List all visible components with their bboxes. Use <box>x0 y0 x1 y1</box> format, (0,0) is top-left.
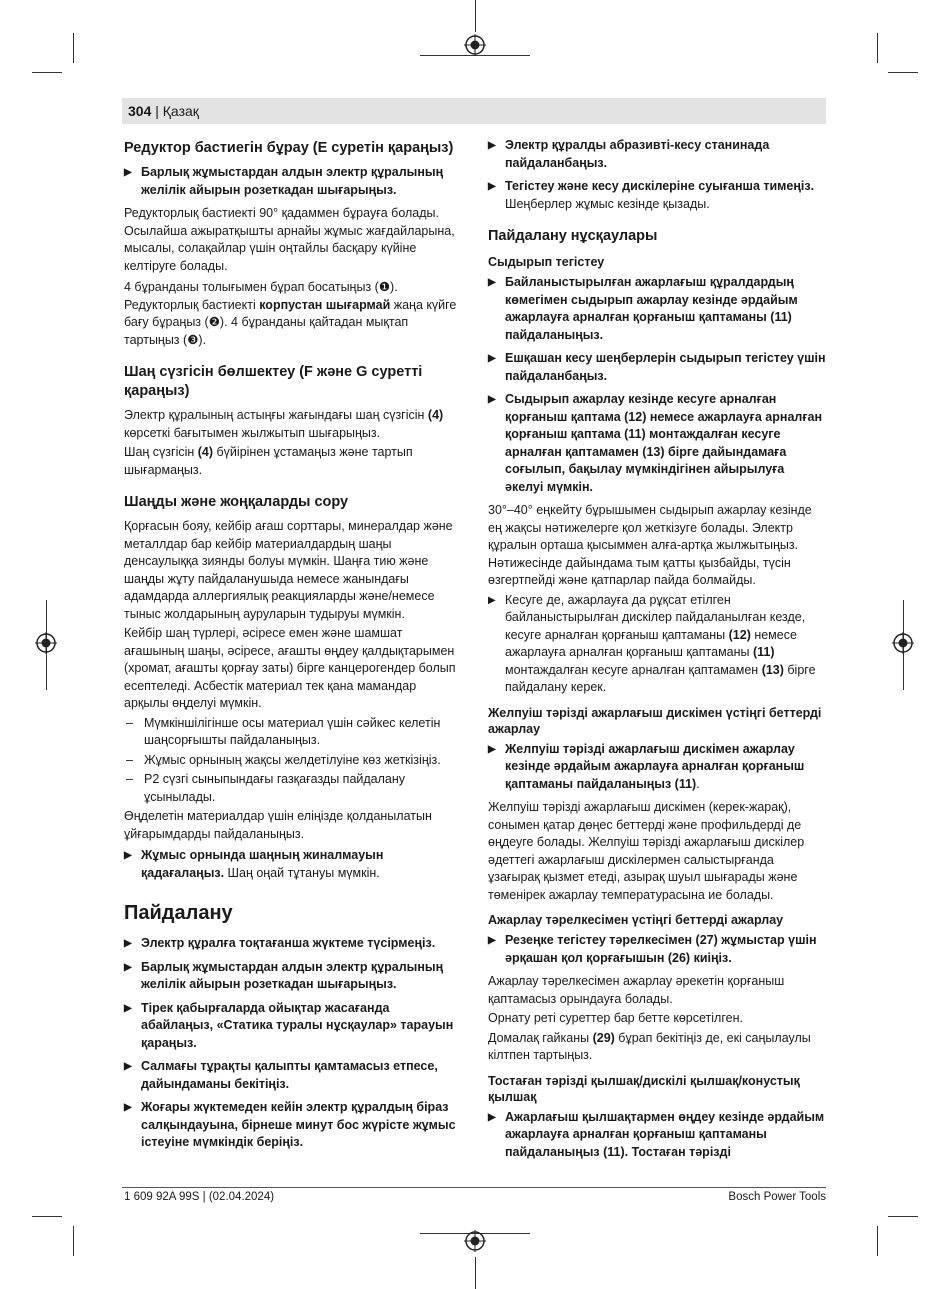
subsection-heading: Сыдырып тегістеу <box>488 255 605 269</box>
warning-item: ▶ Жоғары жүктемеден кейін электр құралдың біраз салқындауына, бірнеше минут бос жүрісте жұмыс істеуіне мүмкіндік беріңіз. <box>124 1100 456 1149</box>
crop-mark <box>475 0 476 32</box>
crop-mark <box>32 1216 62 1217</box>
dash-item: – Мүмкіншілігінше осы материал үшін сәйкес келетін шаңсорғышты пайдаланыңыз. <box>126 715 441 747</box>
arrow-right-icon: ▶ <box>488 594 496 606</box>
warning-item: ▶ Салмағы тұрақты қалыпты қамтамасыз етпесе, дайындаманы бекітіңіз. <box>124 1059 438 1091</box>
warning-item: ▶ Тегістеу және кесу дискілеріне суығанша тимеңіз. Шеңберлер жұмыс кезінде қызады. <box>488 179 815 211</box>
arrow-right-icon: ▶ <box>488 140 496 151</box>
paragraph: Орнату реті суреттер бар бетте көрсетілген. <box>488 1011 743 1025</box>
subsection-heading: Ажарлау тәрелкесімен үстіңгі беттерді ажарлау <box>488 913 784 927</box>
registration-target-icon <box>35 632 57 654</box>
crop-mark <box>73 1226 74 1256</box>
arrow-right-icon: ▶ <box>124 850 132 861</box>
warning-item: ▶ Барлық жұмыстардан алдын электр құралының желілік айырын розеткадан шығарыңыз. <box>124 959 444 991</box>
arrow-right-icon: ▶ <box>488 353 496 364</box>
header-separator: | <box>155 103 159 119</box>
header-bar <box>122 98 826 124</box>
footer-rule <box>122 1187 826 1188</box>
page-number: 304 <box>128 103 152 119</box>
arrow-right-icon: ▶ <box>488 181 496 192</box>
registration-target-icon <box>464 34 486 56</box>
arrow-right-icon: ▶ <box>488 1111 496 1123</box>
paragraph: 4 бұранданы толығымен бұрап босатыңыз (❶). Редукторлық бастиекті корпустан шығармай жаңа күйге бағу бұраңыз (❷). 4 бұранданы қайтадан мықтап тартыңыз (❸). <box>124 280 457 347</box>
warning-item: ▶ Барлық жұмыстардан алдын электр құралының желілік айырын розеткадан шығарыңыз. <box>124 165 444 197</box>
paragraph: Редукторлық бастиекті 90° қадаммен бұрауға болады. Осылайша ажыратқышты арнайы жұмыс жағдайларына, мысалы, солақайлар үшін оңтайлы басқару күйіне келтіруге болады. <box>124 206 455 273</box>
warning-item: ▶ Электр құралды абразивті-кесу станинада пайдаланбаңыз. <box>488 138 770 170</box>
warning-item: ▶ Электр құралға тоқтағанша жүктеме түсірмеңіз. <box>124 935 464 953</box>
step-number-2: ❷ <box>208 315 220 329</box>
arrow-right-icon: ▶ <box>124 938 132 949</box>
arrow-right-icon: ▶ <box>124 1002 132 1014</box>
registration-target-icon <box>464 1230 486 1252</box>
arrow-right-icon: ▶ <box>124 1061 132 1072</box>
registration-target-icon <box>892 632 914 654</box>
page-header <box>128 103 199 119</box>
paragraph: Шаң сүзгісін (4) бүйірінен ұстамаңыз және тартып шығармаңыз. <box>124 445 413 477</box>
warning-item: ▶ Байланыстырылған ажарлағыш құралдардың көмегімен сыдырып ажарлау кезінде әрдайым ажарлауға арналған қорғаныш қаптаманы (11) пайдаланыңыз. <box>488 275 798 342</box>
paragraph: Домалақ гайканы (29) бұрап бекітіңіз де, екі саңылаулы кілтпен тартыңыз. <box>488 1030 811 1062</box>
arrow-right-icon: ▶ <box>488 935 496 946</box>
warning-item: ▶ Желпуіш тәрізді ажарлағыш дискімен ажарлау кезінде әрдайым ажарлауға арналған қорғаныш қаптаманы пайдаланыңыз (11). <box>488 741 805 791</box>
crop-mark <box>475 1257 476 1289</box>
crop-mark <box>877 1226 878 1256</box>
subsection-heading: Тостаған тәрізді қылшақ/дискілі қылшақ/конустық қылшақ <box>488 1073 800 1104</box>
subsection-heading: Желпуіш тәрізді ажарлағыш дискімен үстіңгі беттерді ажарлау <box>488 705 822 736</box>
step-number-3: ❸ <box>187 332 199 347</box>
arrow-right-icon: ▶ <box>488 394 496 405</box>
warning-item: ▶ Ажарлағыш қылшақтармен өңдеу кезінде әрдайым ажарлауға арналған қорғаныш қаптаманы пайдаланыңыз (11). Тостаған тәрізді <box>488 1109 825 1159</box>
paragraph: Желпуіш тәрізді ажарлағыш дискімен (керек-жарақ), сонымен қатар дөңес беттерді және профильдерді де өңдеуге болады. Желпуіш тәрізді ажарлағыш дискілер әдеттегі ажарлағыш дискілермен салыстырғанда ұзағырақ қызмет етеді, азырақ шуыл шығарады және төменірек ажарлау температурасына ие болады. <box>488 800 805 902</box>
chapter-heading: Пайдалану <box>124 902 233 924</box>
step-number-1: ❶ <box>378 280 391 294</box>
paragraph: Кейбір шаң түрлері, әсіресе емен және шамшат ағашының шаңы, әсіресе, ағашты өңдеу қалдықтарымен (хромат, ағашты қорғау заты) бірге канцерогендер болып есептеледі. Асбестік материал тек қана мамандар арқылы өңделуі мүмкін. <box>124 626 456 710</box>
warning-item: ▶ Жұмыс орнында шаңның жиналмауын қадағалаңыз. Шаң оңай тұтануы мүмкін. <box>124 848 384 880</box>
crop-mark <box>877 33 878 63</box>
dash-item: – P2 сүзгі сыныпындағы газқағазды пайдалану ұсынылады. <box>126 772 406 804</box>
arrow-right-icon: ▶ <box>488 743 496 755</box>
paragraph: Электр құралының астыңғы жағындағы шаң сүзгісін (4) көрсеткі бағытымен жылжытып шығарыңыз. <box>124 408 444 440</box>
paragraph: Ажарлау тәрелкесімен ажарлау әрекетін қорғаныш қаптамасыз орындауға болады. <box>488 974 785 1006</box>
section-heading: Редуктор бастиегін бұрау (E суретін қараңыз) <box>124 140 454 156</box>
section-heading: Шаң сүзгісін бөлшектеу (F және G суретті қараңыз) <box>124 364 423 399</box>
right-column <box>488 135 826 1167</box>
warning-item: ▶ Тірек қабырғаларда ойықтар жасағанда абайлаңыз, «Статика туралы нұсқаулар» тарауын қараңыз. <box>124 1000 454 1050</box>
warning-item: ▶ Сыдырып ажарлау кезінде кесуге арналған қорғаныш қаптама (12) немесе ажарлауға арналған қорғаныш қаптама (11) монтаждалған кесуге арналған қаптамамен (13) бірге дайындамаға соғылып, бақылау мүмкіндігінен айырылуға әкелуі мүмкін. <box>488 392 823 494</box>
arrow-right-icon: ▶ <box>124 167 132 178</box>
warning-item: ▶ Кесуге де, ажарлауға да рұқсат етілген байланыстырылған дискілер пайдаланылған кезде, кесуге арналған қорғаныш қаптаманы (12) немесе ажарлауға арналған қорғаныш қаптаманы (11) монтаждалған кесуге арналған қаптамамен (13) бірге пайдалану керек. <box>488 592 816 694</box>
footer-doc-number: 1 609 92A 99S | (02.04.2024) <box>124 1191 275 1203</box>
paragraph: Өңделетін материалдар үшін еліңізде қолданылатын ұйғарымдарды пайдаланыңыз. <box>124 809 432 841</box>
paragraph: 30°–40° еңкейту бұрышымен сыдырып ажарлау кезінде ең жақсы нәтижелерге қол жеткізуге болады. Электр құралын орташа қысыммен алға-артқа жылжытыңыз. Нәтижесінде дайындама тым қатты қызбайды, түсін өзгертпейді және қатпарлар пайда болмайды. <box>488 503 812 587</box>
dash-item: – Жұмыс орнының жақсы желдетілуіне көз жеткізіңіз. <box>126 752 441 767</box>
left-column <box>124 135 464 1158</box>
crop-mark <box>32 72 62 73</box>
header-language: Қазақ <box>162 103 199 119</box>
crop-mark <box>73 33 74 63</box>
warning-item: ▶ Резеңке тегістеу тәрелкесімен (27) жұмыстар үшін әрқашан қол қорғағышын (26) киіңіз. <box>488 933 817 965</box>
arrow-right-icon: ▶ <box>124 1102 132 1113</box>
arrow-right-icon: ▶ <box>488 277 496 288</box>
section-heading: Шаңды және жоңқаларды сору <box>124 494 349 510</box>
warning-item: ▶ Ешқашан кесу шеңберлерін сыдырып тегістеу үшін пайдаланбаңыз. <box>488 351 826 383</box>
section-heading: Пайдалану нұсқаулары <box>488 228 658 244</box>
arrow-right-icon: ▶ <box>124 961 132 973</box>
crop-mark <box>888 1216 918 1217</box>
crop-mark <box>888 72 918 73</box>
paragraph: Қорғасын бояу, кейбір ағаш сорттары, минералдар және металлдар бар кейбір материалдардың шаңы денсаулыққа зиянды болуы мүмкін. Шаңға тию және шаңды жұту пайдаланушыда немесе жанындағы адамдарда аллергиялық реакцияларды және/немесе тыныс жолдарының ауруларын тудыруы мүмкін. <box>124 519 453 621</box>
footer-brand: Bosch Power Tools <box>728 1191 826 1203</box>
